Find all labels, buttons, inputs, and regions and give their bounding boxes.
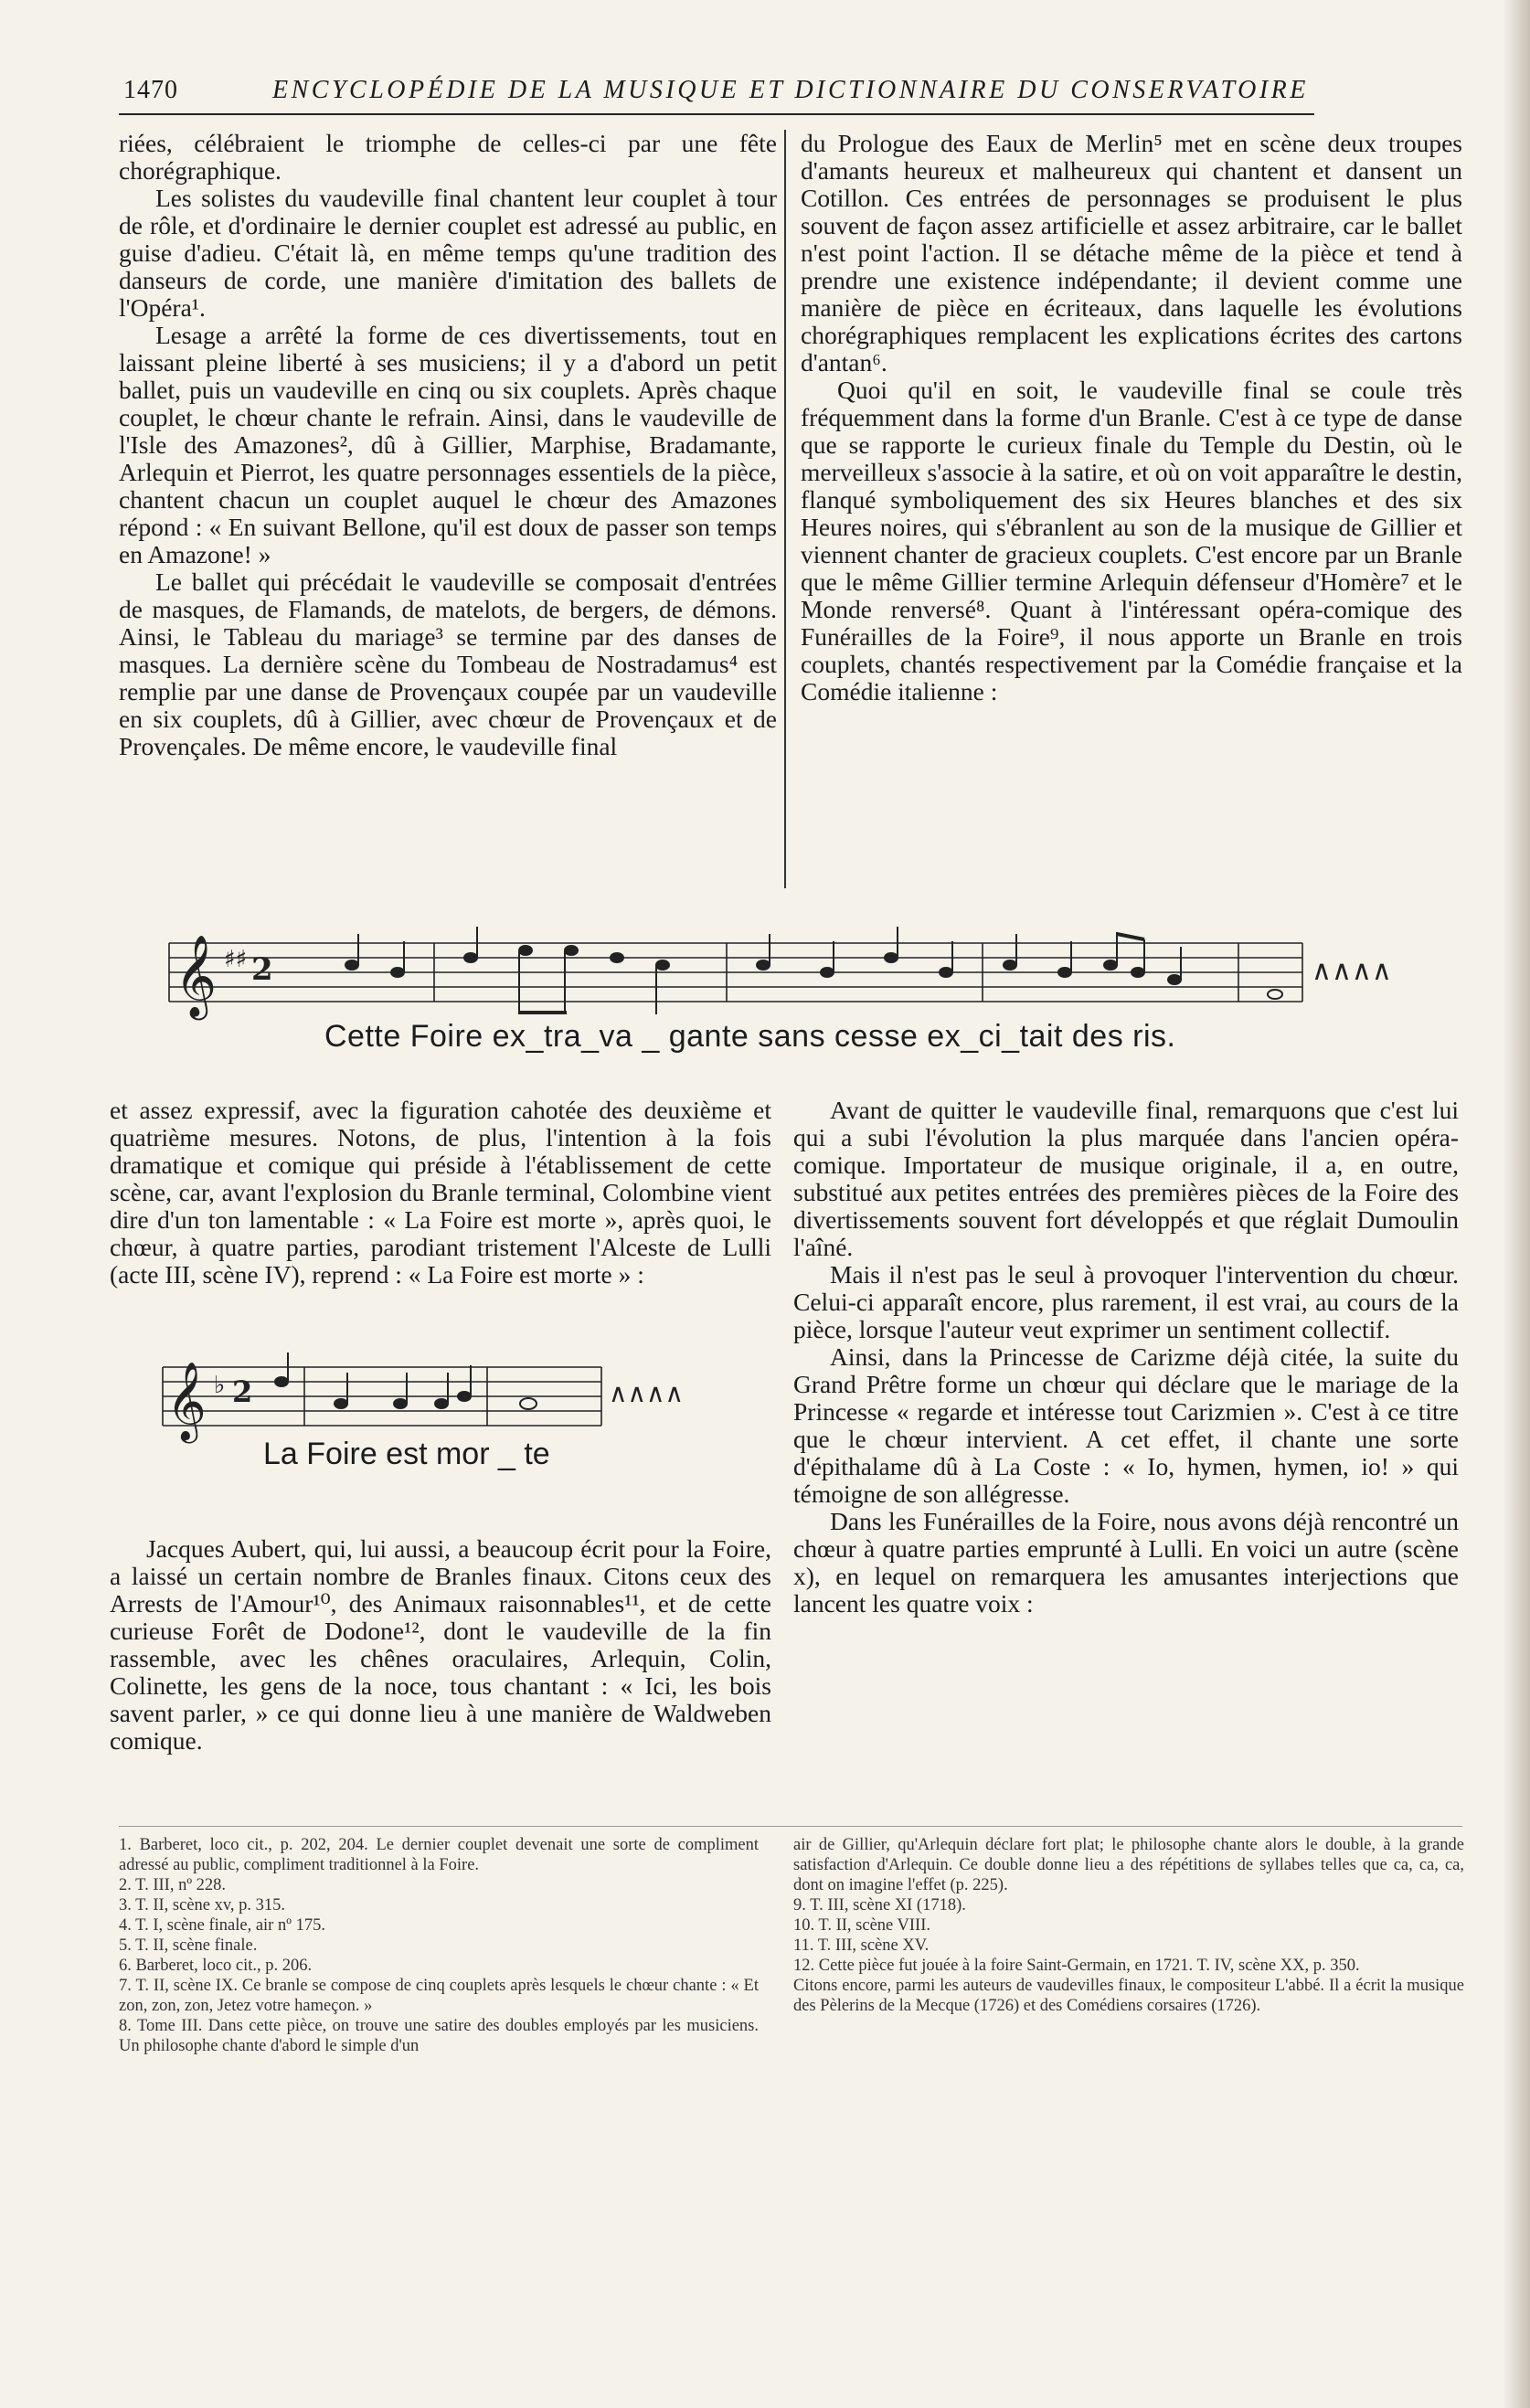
key-signature: ♯♯ <box>224 946 248 973</box>
paragraph: et assez expressif, avec la figuration cahotée des deuxième et quatrième mesures. Notons, de plus, l'intention à la fois dramatique et comique qui préside à l'établissement de cette scène, car, avant l'explosion du Branle terminal, Colombine vient dire d'un ton lamentable : « La Foire est morte », après quoi, le chœur, à quatre parties, parodiant tristement l'Alceste de Lulli (acte III, scène IV), reprend : « La Foire est morte » : <box>110 1096 771 1289</box>
footnote: 8. Tome III. Dans cette pièce, on trouve une satire des doubles employés par les musiciens. Un philosophe chante d'abord le simple d'un <box>119 2017 759 2055</box>
paragraph: du Prologue des Eaux de Merlin⁵ met en scène deux troupes d'amants heureux et malheureux qui chantent et dansent un Cotillon. Ces entrées de personnages se produisent le plus souvent de façon assez artificielle et assez arbitraire, car le ballet n'est point l'action. Il se détache même de la pièce et tend à prendre une existence indépendante; il devient comme une manière de pièce en écriteaux, dans laquelle les évolutions chorégraphiques remplacent les explications écrites des cartons d'antan⁶. <box>801 129 1462 377</box>
footnote: 12. Cette pièce fut jouée à la foire Saint-Germain, en 1721. T. IV, scène XX, p. 350. <box>793 1957 1360 1975</box>
footnote: Citons encore, parmi les auteurs de vaudevilles finaux, le compositeur L'abbé. Il a écrit la musique des Pèlerins de la Mecque (1726) et des Comédiens corsaires (1726). <box>793 1977 1464 2015</box>
treble-clef-icon: 𝄞 <box>166 1362 207 1440</box>
paragraph: riées, célébraient le triomphe de celles-ci par une fête chorégraphique. <box>119 129 777 185</box>
page-number: 1470 <box>123 76 178 104</box>
paragraph: Lesage a arrêté la forme de ces divertissements, tout en laissant pleine liberté à ses musiciens; il y a d'abord un petit ballet, puis un vaudeville en cinq ou six couplets. Après chaque couplet, le chœur chante le refrain. Ainsi, dans le vaudeville de l'Isle des Amazones², dû à Gillier, Marphise, Bradamante, Arlequin et Pierrot, les quatre personnages essentiels de la pièce, chantent chacun un couplet auquel le chœur des Amazones répond : « En suivant Bellone, qu'il est doux de passer son temps en Amazone! » <box>119 321 777 568</box>
paragraph: Mais il n'est pas le seul à provoquer l'intervention du chœur. Celui-ci apparaît encore, plus rarement, il est vrai, au cours de la pièce, lorsque l'auteur veut exprimer un sentiment collectif. <box>793 1260 1459 1343</box>
paragraph: Avant de quitter le vaudeville final, remarquons que c'est lui qui a subi l'évolution la plus marquée dans l'ancien opéra-comique. Importateur de musique originale, il a, en outre, substitué aux petites entrées des premières pièces de la Foire des divertissements souvent fort développés et que réglait Dumoulin l'aîné. <box>793 1096 1459 1261</box>
music-staff-1 <box>169 925 1412 1016</box>
column-divider <box>784 130 786 888</box>
footnotes-right <box>793 1835 1464 2016</box>
footnote: 4. T. I, scène finale, air nº 175. <box>119 1916 325 1935</box>
footnote: 10. T. II, scène VIII. <box>793 1916 931 1935</box>
running-title: ENCYCLOPÉDIE DE LA MUSIQUE ET DICTIONNAIRE DU CONSERVATOIRE <box>272 76 1309 104</box>
paragraph: Dans les Funérailles de la Foire, nous avons déjà rencontré un chœur à quatre parties emprunté à Lulli. En voici un autre (scène x), en lequel on remarquera les amusantes interjections que lancent les quatre voix : <box>793 1507 1459 1618</box>
custos-icon: ∧∧∧∧ <box>609 1378 684 1408</box>
footnote: 7. T. II, scène IX. Ce branle se compose de cinq couplets après lesquels le chœur chante : « Et zon, zon, zon, Jetez votre hameçon. » <box>119 1977 759 2015</box>
footnote: 11. T. III, scène XV. <box>793 1936 930 1955</box>
footnote: 2. T. III, nº 228. <box>119 1876 227 1894</box>
column-4 <box>793 1097 1459 1618</box>
time-signature: 2 <box>232 1374 253 1409</box>
page-edge-shadow <box>1503 0 1530 2408</box>
music-lyrics-2: La Foire est mor _ te <box>263 1437 550 1471</box>
paragraph: Les solistes du vaudeville final chantent leur couplet à tour de rôle, et d'ordinaire le dernier couplet est adressé au public, en guise d'adieu. C'était là, en même temps qu'une tradition des danseurs de corde, une manière d'imitation des ballets de l'Opéra¹. <box>119 184 777 322</box>
key-signature: ♭ <box>214 1372 226 1399</box>
footnote: 1. Barberet, loco cit., p. 202, 204. Le dernier couplet devenait une sorte de compliment adressé au public, compliment traditionnel à la Foire. <box>119 1836 759 1874</box>
footnote: 3. T. II, scène xv, p. 315. <box>119 1896 286 1915</box>
column-3b <box>110 1535 771 1755</box>
time-signature: 2 <box>251 951 273 988</box>
footnote: 5. T. II, scène finale. <box>119 1936 258 1955</box>
footnote: 6. Barberet, loco cit., p. 206. <box>119 1957 313 1975</box>
column-3 <box>110 1097 771 1289</box>
column-1 <box>119 130 777 760</box>
column-2 <box>801 130 1462 705</box>
treble-clef-icon: 𝄞 <box>175 935 218 1017</box>
footnote: air de Gillier, qu'Arlequin déclare fort plat; le philosophe chante alors le double, à la grande satisfaction d'Arlequin. Ce double donne lieu a des répétitions de syllabes telles que ca, ca, ca, dont on imagine l'effet (p. 225). <box>793 1836 1464 1894</box>
footnote-rule <box>119 1826 1462 1827</box>
header-rule <box>119 113 1314 115</box>
custos-icon: ∧∧∧∧ <box>1312 955 1392 987</box>
paragraph: Ainsi, dans la Princesse de Carizme déjà citée, la suite du Grand Prêtre forme un chœur qui déclare que le mariage de la Princesse « regarde et intéresse tout Carizmien ». C'est à ce titre que le chœur intervient. A cet effet, il chante une sorte d'épithalame dû à La Coste : « Io, hymen, hymen, io! » qui témoigne de son allégresse. <box>793 1342 1459 1508</box>
music-lyrics-1: Cette Foire ex_tra_va _ gante sans cesse ex_ci_tait des ris. <box>324 1019 1176 1054</box>
paragraph: Quoi qu'il en soit, le vaudeville final se coule très fréquemment dans la forme d'un Branle. C'est à ce type de danse que se rapporte le curieux finale du Temple du Destin, où le merveilleux s'associe à la satire, et où on voit apparaître le destin, flanqué symboliquement des six Heures blanches et des six Heures noires, qui s'ébranlent au son de la musique de Gillier et viennent chanter de gracieux couplets. C'est encore par un Branle que le même Gillier termine Arlequin défenseur d'Homère⁷ et le Monde renversé⁸. Quant à l'intéressant opéra-comique des Funérailles de la Foire⁹, il nous apporte un Branle en trois couplets, chantés respectivement par la Comédie française et la Comédie italienne : <box>801 376 1462 705</box>
footnotes-left <box>119 1835 759 2056</box>
footnote: 9. T. III, scène XI (1718). <box>793 1896 966 1915</box>
paragraph: Jacques Aubert, qui, lui aussi, a beaucoup écrit pour la Foire, a laissé un certain nombre de Branles finaux. Citons ceux des Arrests de l'Amour¹⁰, des Animaux raisonnables¹¹, et de cette curieuse Forêt de Dodone¹², dont le vaudeville de la fin rassemble, avec les chênes oraculaires, Arlequin, Colin, Colinette, les gens de la noce, tous chantant : « Ici, les bois savent parler, » ce qui donne lieu à une manière de Waldweben comique. <box>110 1534 771 1755</box>
paragraph: Le ballet qui précédait le vaudeville se composait d'entrées de masques, de Flamands, de matelots, de bergers, de démons. Ainsi, le Tableau du mariage³ se termine par des danses de masques. La dernière scène du Tombeau de Nostradamus⁴ est remplie par une danse de Provençaux coupée par un vaudeville en six couplets, dû à Gillier, avec chœur de Provençaux et de Provençales. De même encore, le vaudeville final <box>119 568 777 760</box>
music-staff-2 <box>163 1351 684 1440</box>
